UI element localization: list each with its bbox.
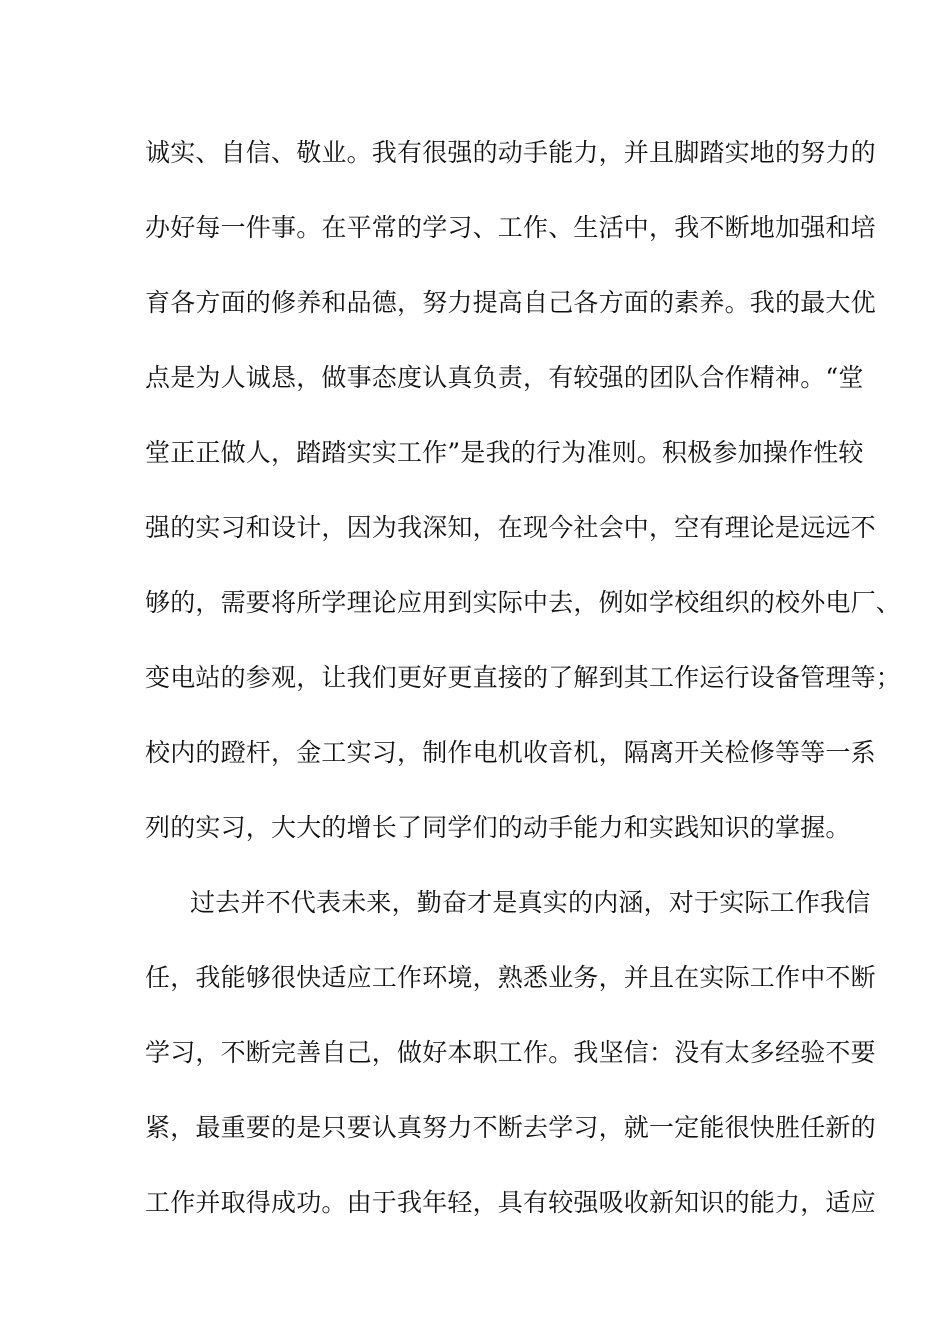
paragraph-1-line-10: 列的实习，大大的增长了同学们的动手能力和实践知识的掌握。 bbox=[145, 813, 851, 842]
paragraph-1-line-4: 点是为人诚恳，做事态度认真负责，有较强的团队合作精神。“堂 bbox=[145, 363, 864, 392]
paragraph-1-line-5: 堂正正做人，踏踏实实工作”是我的行为准则。积极参加操作性较 bbox=[145, 438, 864, 467]
paragraph-1-line-6: 强的实习和设计，因为我深知，在现今社会中，空有理论是远远不 bbox=[145, 513, 876, 542]
paragraph-1-line-2: 办好每一件事。在平常的学习、工作、生活中，我不断地加强和培 bbox=[145, 213, 876, 242]
paragraph-1-line-1: 诚实、自信、敬业。我有很强的动手能力，并且脚踏实地的努力的 bbox=[145, 138, 876, 167]
paragraph-1-line-8: 变电站的参观，让我们更好更直接的了解到其工作运行设备管理等； bbox=[145, 663, 902, 692]
paragraph-2-line-5: 工作并取得成功。由于我年轻，具有较强吸收新知识的能力，适应 bbox=[145, 1188, 876, 1217]
paragraph-2-line-1: 过去并不代表未来，勤奋才是真实的内涵，对于实际工作我信 bbox=[190, 888, 871, 917]
paragraph-1-line-3: 育各方面的修养和品德，努力提高自己各方面的素养。我的最大优 bbox=[145, 288, 876, 317]
paragraph-2-line-3: 学习，不断完善自己，做好本职工作。我坚信：没有太多经验不要 bbox=[145, 1038, 876, 1067]
paragraph-2-line-2: 任，我能够很快适应工作环境，熟悉业务，并且在实际工作中不断 bbox=[145, 963, 876, 992]
paragraph-1-line-9: 校内的蹬杆，金工实习，制作电机收音机，隔离开关检修等等一系 bbox=[145, 738, 876, 767]
paragraph-2-line-4: 紧，最重要的是只要认真努力不断去学习，就一定能很快胜任新的 bbox=[145, 1113, 876, 1142]
paragraph-1-line-7: 够的，需要将所学理论应用到实际中去，例如学校组织的校外电厂、 bbox=[145, 588, 902, 617]
